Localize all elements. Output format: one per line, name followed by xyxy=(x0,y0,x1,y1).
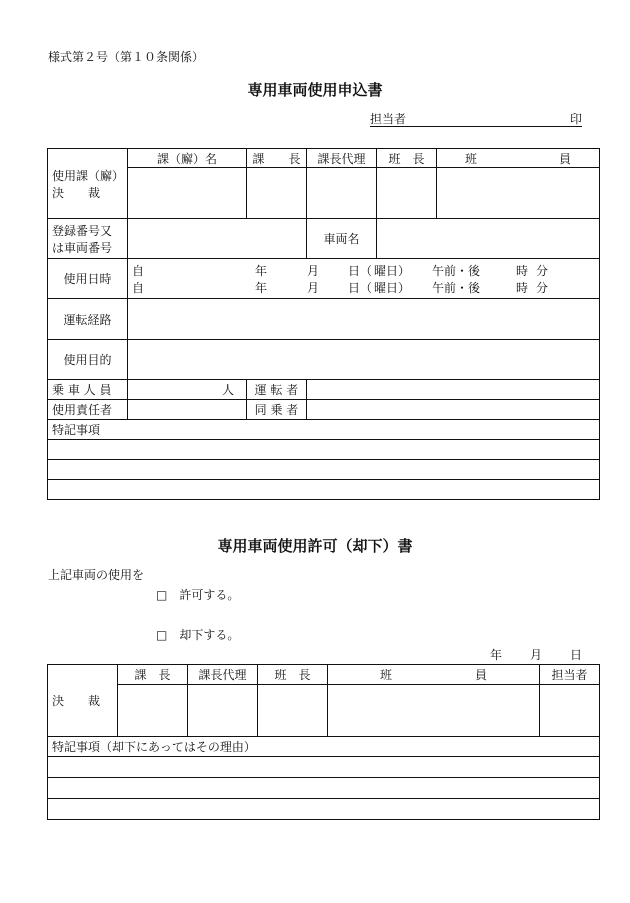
passengers-field[interactable]: 人 xyxy=(128,380,247,400)
purpose-label: 使用目的 xyxy=(48,340,128,380)
p-header-deputy-chief: 課長代理 xyxy=(188,665,258,685)
header-group-leader: 班 長 xyxy=(377,149,437,168)
driver-label: 運 転 者 xyxy=(247,380,307,400)
p-sign-section-chief[interactable] xyxy=(118,685,188,737)
sign-section-chief[interactable] xyxy=(247,168,307,219)
application-title: 専用車両使用申込書 xyxy=(247,81,383,99)
application-table xyxy=(47,148,600,500)
approval-row-label: 使用課（廨） 決 裁 xyxy=(48,149,128,219)
p-header-section-chief: 課 長 xyxy=(118,665,188,685)
vehicle-name-label: 車両名 xyxy=(307,219,377,259)
header-deputy-chief: 課長代理 xyxy=(307,149,377,168)
p-sign-group-staff[interactable] xyxy=(328,685,540,737)
permit-checkbox-option[interactable]: □ 許可する。 xyxy=(156,588,240,602)
p-header-group-leader: 班 長 xyxy=(258,665,328,685)
passengers-label: 乗 車 人 員 xyxy=(48,380,128,400)
permission-remarks-line[interactable] xyxy=(48,757,600,778)
responsible-field[interactable] xyxy=(128,400,247,420)
sign-deputy-chief[interactable] xyxy=(307,168,377,219)
fellow-label: 同 乗 者 xyxy=(247,400,307,420)
permission-remarks-label: 特記事項（却下にあってはその理由） xyxy=(48,737,600,757)
form-number: 様式第２号（第１０条関係） xyxy=(48,50,205,64)
remarks-line[interactable] xyxy=(48,480,600,500)
remarks-line[interactable] xyxy=(48,460,600,480)
p-sign-deputy-chief[interactable] xyxy=(188,685,258,737)
remarks-line[interactable] xyxy=(48,440,600,460)
responsible-label: 使用責任者 xyxy=(48,400,128,420)
permission-table xyxy=(47,664,600,820)
route-label: 運転経路 xyxy=(48,299,128,340)
reject-checkbox-option[interactable]: □ 却下する。 xyxy=(156,628,240,642)
person-in-charge-line[interactable] xyxy=(370,110,582,127)
permission-remarks-line[interactable] xyxy=(48,799,600,820)
remarks-label: 特記事項 xyxy=(48,420,600,440)
p-sign-group-leader[interactable] xyxy=(258,685,328,737)
registration-label: 登録番号又 は車両番号 xyxy=(48,219,128,259)
permission-date: 年 月 日 xyxy=(490,648,582,662)
fellow-field[interactable] xyxy=(307,400,600,420)
sign-group-leader[interactable] xyxy=(377,168,437,219)
person-in-charge-label: 担当者 xyxy=(370,112,407,126)
route-field[interactable] xyxy=(128,299,600,340)
sign-section-name[interactable] xyxy=(128,168,247,219)
seal-mark: 印 xyxy=(569,112,582,126)
registration-field[interactable] xyxy=(128,219,307,259)
usage-datetime-label: 使用日時 xyxy=(48,259,128,299)
permission-remarks-line[interactable] xyxy=(48,778,600,799)
vehicle-name-field[interactable] xyxy=(377,219,600,259)
permission-title: 専用車両使用許可（却下）書 xyxy=(217,537,413,555)
p-header-person-in-charge: 担当者 xyxy=(540,665,600,685)
usage-datetime-field[interactable]: 自 年 月 日（ 曜日） 午前・後 時 分 自 年 月 日（ 曜日） 午前・後 時 分 xyxy=(128,259,600,299)
header-section-chief: 課 長 xyxy=(247,149,307,168)
permission-intro: 上記車両の使用を xyxy=(48,568,145,582)
sign-group-staff[interactable] xyxy=(437,168,600,219)
p-header-group-staff: 班 員 xyxy=(328,665,540,685)
purpose-field[interactable] xyxy=(128,340,600,380)
permission-approval-label: 決 裁 xyxy=(48,665,118,737)
header-section-name: 課（廨）名 xyxy=(128,149,247,168)
header-group-staff: 班 員 xyxy=(437,149,600,168)
driver-field[interactable] xyxy=(307,380,600,400)
p-sign-person-in-charge[interactable] xyxy=(540,685,600,737)
